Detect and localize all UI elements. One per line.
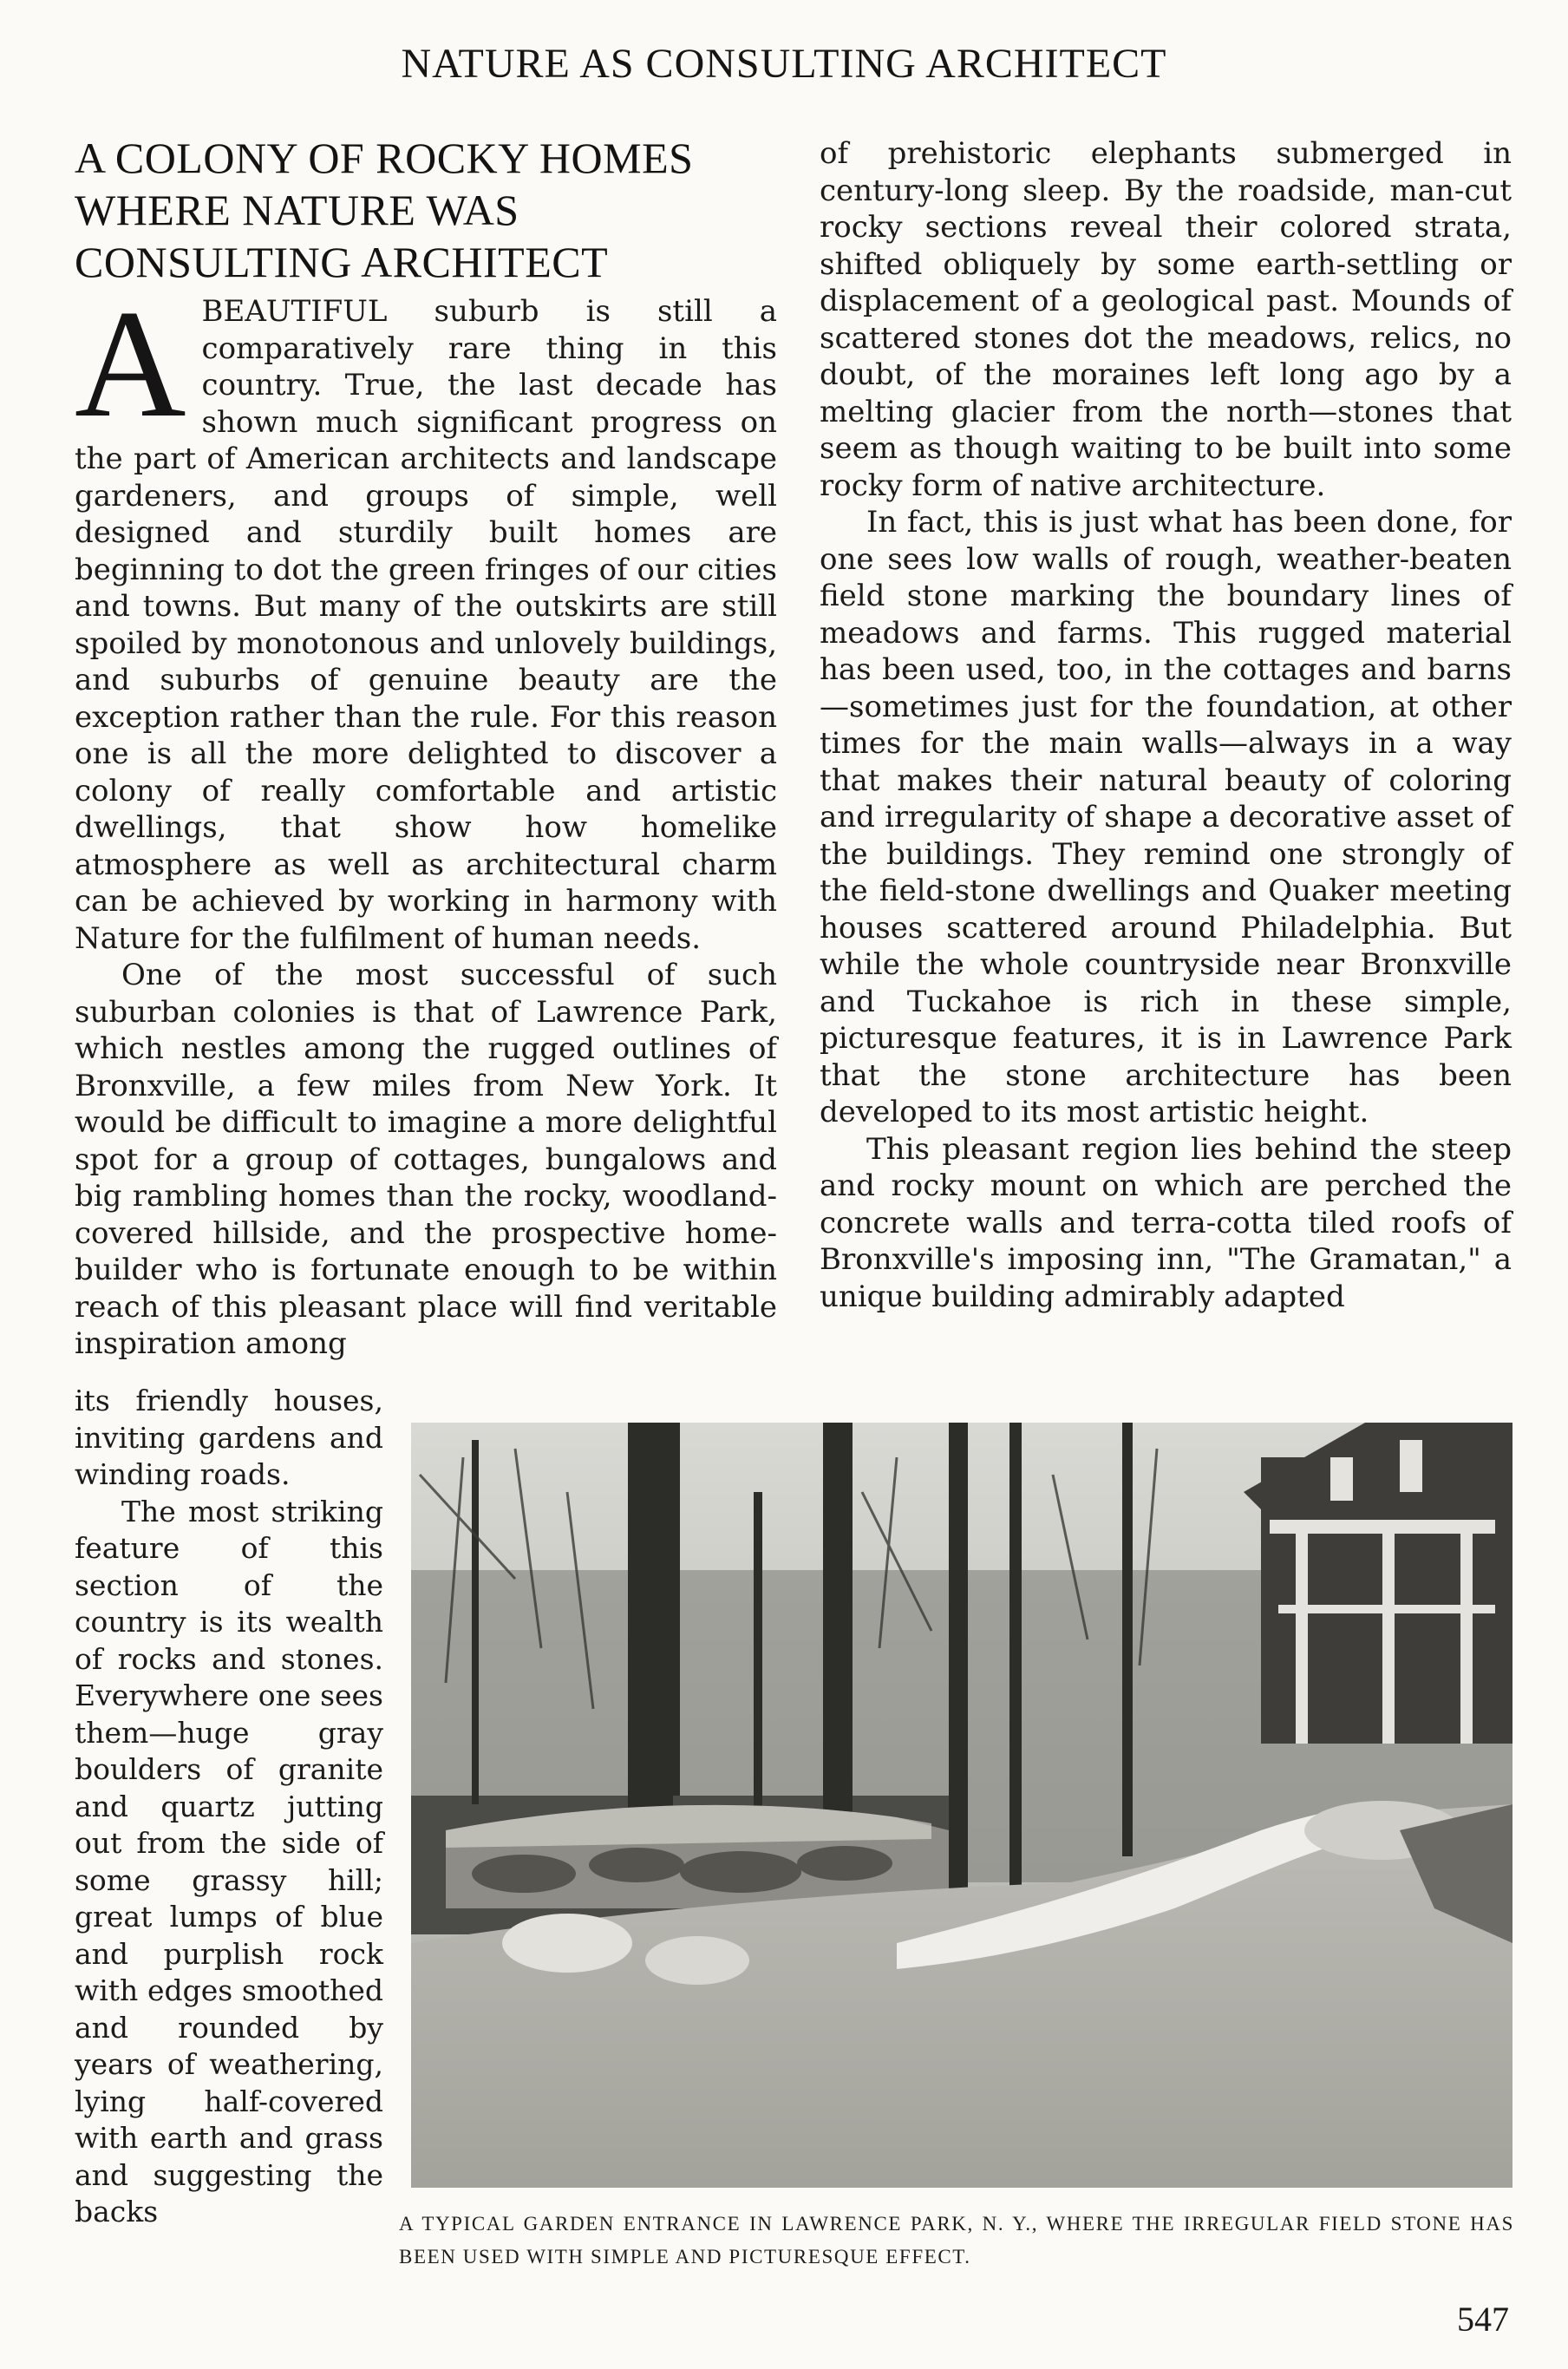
- left-column: [75, 132, 777, 1363]
- photo-caption: A TYPICAL GARDEN ENTRANCE IN LAWRENCE PARK, N. Y., WHERE THE IRREGULAR FIELD STONE HAS BEEN USED WITH SIMPLE AND PICTURESQUE EFFECT.: [399, 2213, 1514, 2268]
- running-head: NATURE AS CONSULTING ARCHITECT: [401, 41, 1167, 87]
- paragraph: The most striking feature of this section of the country is its wealth of rocks and stones. Everywhere one sees them—huge gray boulders of granite and quartz jutting out from the side of some grassy hill; great lumps of blue and purplish rock with edges smoothed and rounded by years of weathering, lying half-covered with earth and grass and suggesting the backs: [75, 1494, 383, 2228]
- garden-entrance-photo: [411, 1423, 1512, 2188]
- drop-cap: A: [75, 278, 186, 449]
- paragraph: One of the most successful of such suburban colonies is that of Lawrence Park, which nestles among the rugged outlines of Bronxville, a few miles from New York. It would be difficult to imagine a more delightful spot for a group of cottages, bungalows and big rambling homes than the rocky, woodland-covered hillside, and the prospective home-builder who is fortunate enough to be within reach of this pleasant place will find veritable inspiration among: [75, 958, 777, 1361]
- page-number: 547: [1457, 2300, 1509, 2339]
- photo-illustration: [411, 1423, 1512, 2188]
- paragraph: This pleasant region lies behind the steep and rocky mount on which are perched the concrete walls and terra-cotta tiled roofs of Bronxville's imposing inn, "The Gramatan," a unique building admirably adapted: [820, 1131, 1512, 1314]
- paragraph-continuation: of prehistoric elephants submerged in century-long sleep. By the roadside, man-cut rocky sections reveal their colored strata, shifted obliquely by some earth-settling or displacement of a geological past. Mounds of scattered stones dot the meadows, relics, no doubt, of the moraines left long ago by a melting glacier from the north—stones that seem as though waiting to be built into some rocky form of native architecture.: [820, 136, 1512, 503]
- narrow-column: [75, 1383, 383, 2231]
- paragraph: In fact, this is just what has been done, for one sees low walls of rough, weather-beaten field stone marking the boundary lines of meadows and farms. This rugged material has been used, too, in the cottages and barns—sometimes just for the foundation, at other times for the main walls—always in a way that makes their natural beauty of coloring and irregularity of shape a decorative asset of the buildings. They remind one strongly of the field-stone dwellings and Quaker meeting houses scattered around Philadelphia. But while the whole countryside near Bronxville and Tuckahoe is rich in these simple, picturesque features, it is in Lawrence Park that the stone architecture has been developed to its most artistic height.: [820, 505, 1512, 1129]
- article-title: A COLONY OF ROCKY HOMES WHERE NATURE WAS CONSULTING ARCHITECT: [75, 134, 694, 286]
- paragraph-continuation: its friendly houses, inviting gardens and winding roads.: [75, 1384, 383, 1491]
- paragraph-text: BEAUTIFUL suburb is still a comparatively rare thing in this country. True, the last decade has shown much significant progress on the part of American architects and landscape gardeners, and groups of simple, well designed and sturdily built homes are beginning to dot the green fringes of our cities and towns. But many of the outskirts are still spoiled by monotonous and unlovely buildings, and suburbs of genuine beauty are the exception rather than the rule. For this reason one is all the more delighted to discover a colony of really comfortable and artistic dwellings, that show how homelike atmosphere as well as architectural charm can be achieved by working in harmony with Nature for the fulfilment of human needs.: [75, 294, 777, 956]
- opening-paragraph: [75, 278, 777, 957]
- right-column: [820, 135, 1512, 1315]
